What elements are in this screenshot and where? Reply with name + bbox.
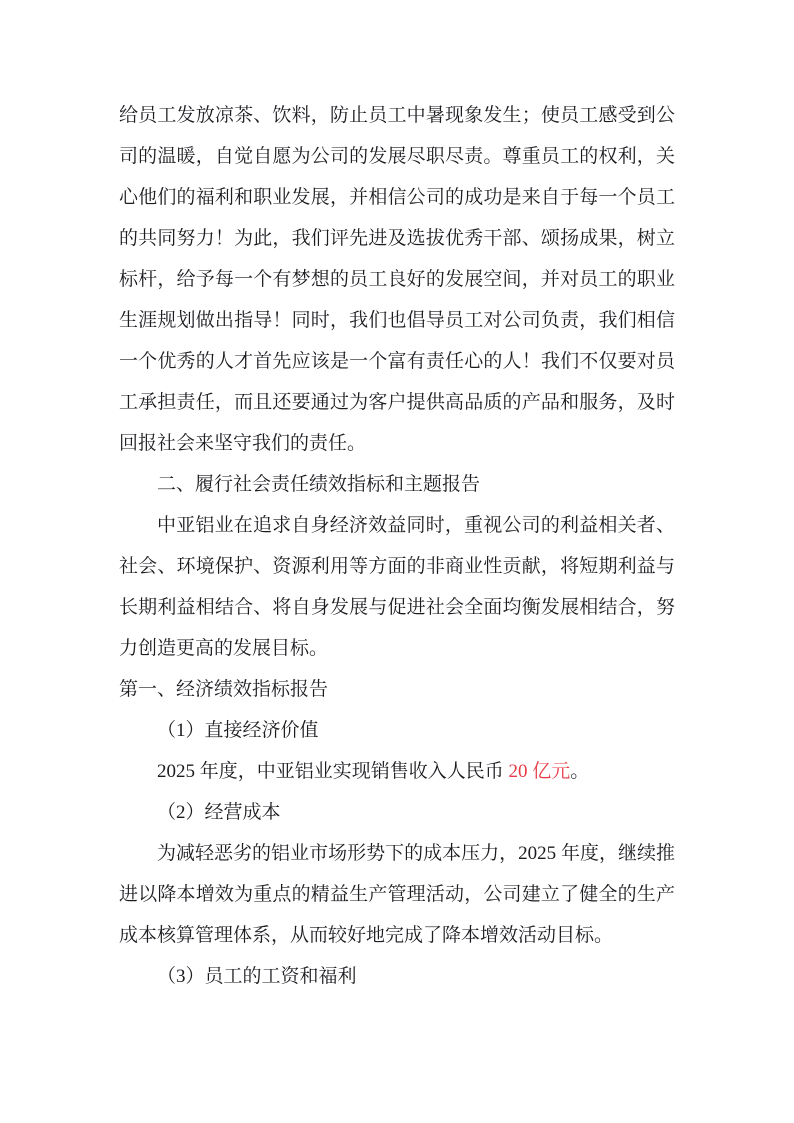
paragraph-csr-overview: 中亚铝业在追求自身经济效益同时，重视公司的利益相关者、社会、环境保护、资源利用等方面的非商业性贡献，将短期利益与长期利益相结合、将自身发展与促进社会全面均衡发展相结合，努力创造更高的发展目标。	[119, 515, 675, 659]
section-heading-social-responsibility-report: 二、履行社会责任绩效指标和主题报告	[157, 474, 481, 495]
subheading-direct-economic-value: （1）直接经济价值	[157, 720, 319, 741]
revenue-text-before: 2025 年度，中亚铝业实现销售收入人民币	[157, 761, 509, 782]
paragraph-employee-care: 给员工发放凉茶、饮料，防止员工中暑现象发生；使员工感受到公司的温暖，自觉自愿为公司的发展尽职尽责。尊重员工的权利，关心他们的福利和职业发展，并相信公司的成功是来自于每一个员工的共同努力！为此，我们评先进及选拔优秀干部、颂扬成果，树立标杆，给予每一个有梦想的员工良好的发展空间，并对员工的职业生涯规划做出指导！同时，我们也倡导员工对公司负责，我们相信一个优秀的人才首先应该是一个富有责任心的人！我们不仅要对员工承担责任，而且还要通过为客户提供高品质的产品和服务，及时回报社会来坚守我们的责任。	[119, 105, 675, 454]
subheading-wages-and-welfare: （3）员工的工资和福利	[157, 966, 357, 987]
revenue-amount-highlight: 20 亿元	[508, 761, 571, 782]
revenue-text-after: 。	[570, 761, 590, 782]
subheading-operating-cost: （2）经营成本	[157, 802, 281, 823]
heading-economic-performance-report: 第一、经济绩效指标报告	[119, 679, 329, 700]
paragraph-sales-revenue	[119, 751, 675, 792]
paragraph-cost-reduction: 为减轻恶劣的铝业市场形势下的成本压力，2025 年度，继续推进以降本增效为重点的精益生产管理活动，公司建立了健全的生产成本核算管理体系，从而较好地完成了降本增效活动目标。	[119, 843, 675, 946]
